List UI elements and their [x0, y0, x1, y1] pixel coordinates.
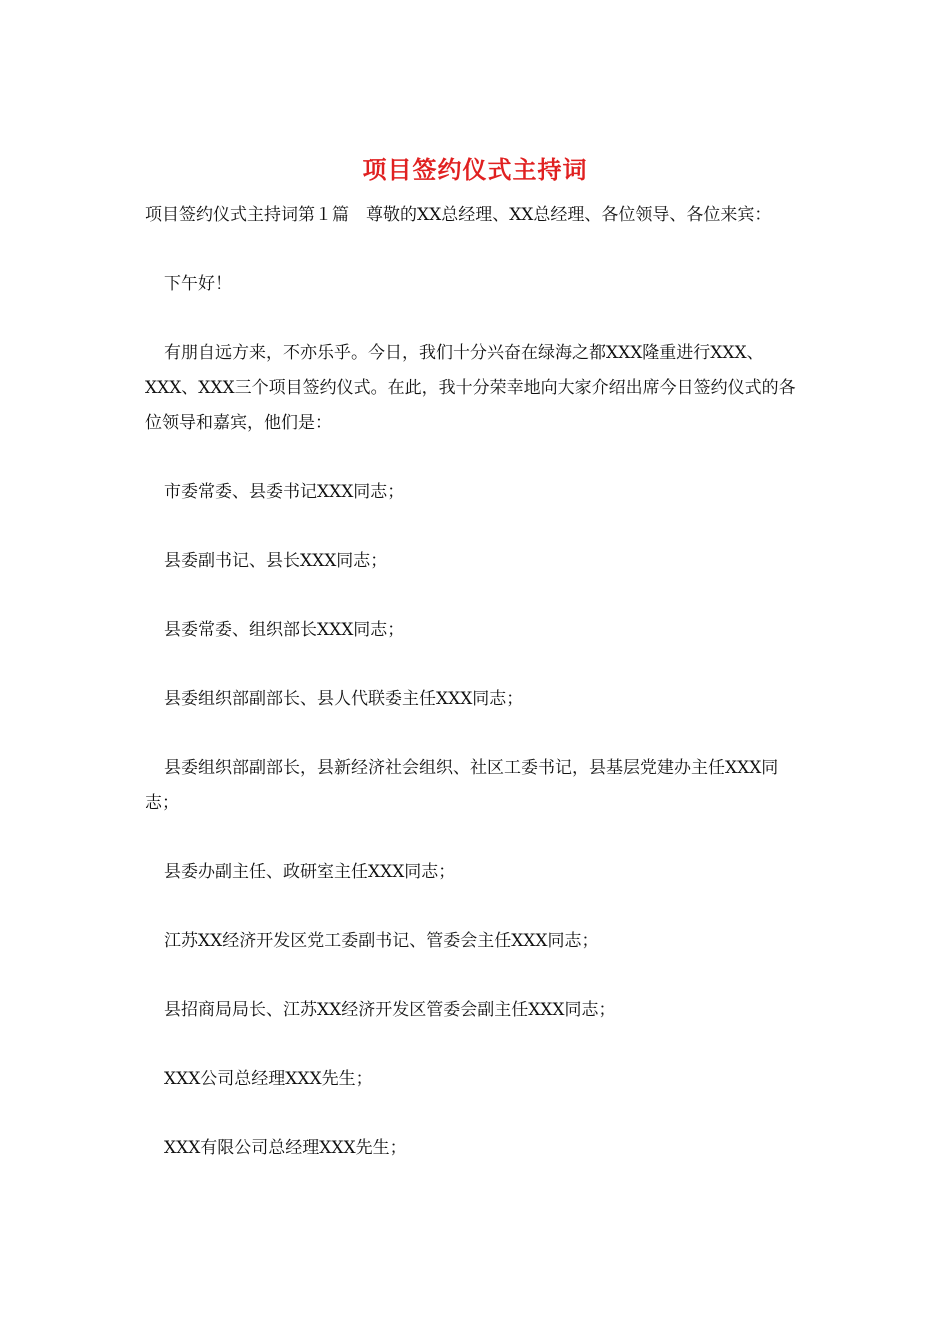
paragraph-intro: 项目签约仪式主持词第１篇 尊敬的XX总经理、XX总经理、各位领导、各位来宾： — [145, 205, 772, 225]
guest-item: 市委常委、县委书记XXX同志； — [164, 482, 405, 502]
paragraph-welcome: 有朋自远方来，不亦乐乎。今日，我们十分兴奋在绿海之都XXX隆重进行XXX、XXX、XXX三个项目签约仪式。在此，我十分荣幸地向大家介绍出席今日签约仪式的各位领导和嘉宾，他们是： — [145, 343, 796, 433]
guest-item: 县委组织部副部长，县新经济社会组织、社区工委书记，县基层党建办主任XXX同志； — [145, 758, 779, 813]
document-body — [145, 198, 810, 1200]
guest-item: 县委副书记、县长XXX同志； — [164, 551, 388, 571]
guest-item: 县招商局局长、江苏XX经济开发区管委会副主任XXX同志； — [164, 1000, 616, 1020]
guest-item: 县委办副主任、政研室主任XXX同志； — [164, 862, 456, 882]
guest-item: XXX有限公司总经理XXX先生； — [164, 1138, 407, 1158]
document-title: 项目签约仪式主持词 — [362, 155, 588, 184]
guest-item: 县委组织部副部长、县人代联委主任XXX同志； — [164, 689, 524, 709]
guest-item: 江苏XX经济开发区党工委副书记、管委会主任XXX同志； — [164, 931, 599, 951]
guest-item: XXX公司总经理XXX先生； — [164, 1069, 373, 1089]
guest-item: 县委常委、组织部长XXX同志； — [164, 620, 405, 640]
paragraph-greeting: 下午好！ — [164, 274, 232, 294]
